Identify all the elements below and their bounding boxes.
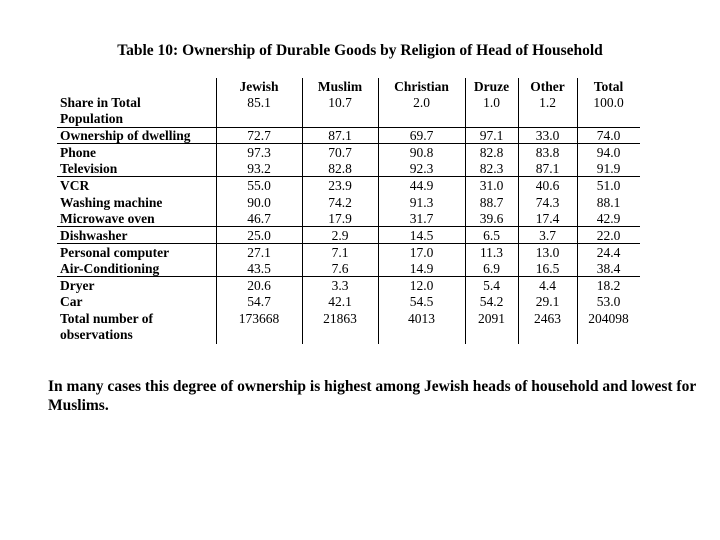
row-label: Ownership of dwelling bbox=[60, 128, 191, 143]
table-cell: 100.0 bbox=[593, 95, 624, 110]
row-label: Phone bbox=[60, 145, 97, 160]
table-cell: 90.0 bbox=[247, 195, 271, 210]
table-row bbox=[57, 277, 640, 294]
column-header: Other bbox=[530, 79, 565, 94]
table-cell: 1.0 bbox=[483, 95, 500, 110]
column-header: Druze bbox=[473, 79, 510, 94]
table-cell: 4013 bbox=[408, 311, 435, 326]
row-divider bbox=[57, 243, 640, 244]
table-cell: 3.3 bbox=[331, 278, 349, 293]
table-row bbox=[57, 127, 640, 144]
row-label: Air-Conditioning bbox=[60, 261, 160, 276]
table-cell: 93.2 bbox=[247, 161, 271, 176]
table-cell: 54.7 bbox=[247, 294, 271, 309]
row-label: observations bbox=[60, 327, 133, 342]
table-cell: 17.0 bbox=[409, 245, 434, 260]
table-cell: 23.9 bbox=[328, 178, 352, 193]
table-cell: 82.8 bbox=[328, 161, 352, 176]
table-cell: 13.0 bbox=[535, 245, 560, 260]
table-cell: 2.9 bbox=[331, 228, 349, 243]
table-cell: 2.0 bbox=[413, 95, 430, 110]
table-cell: 55.0 bbox=[247, 178, 271, 193]
row-label: Washing machine bbox=[60, 195, 163, 210]
table-cell: 53.0 bbox=[596, 294, 621, 309]
table-row bbox=[57, 244, 640, 261]
table-row bbox=[57, 293, 640, 310]
table-cell: 72.7 bbox=[247, 128, 271, 143]
table-cell: 51.0 bbox=[596, 178, 621, 193]
table-cell: 42.1 bbox=[328, 294, 352, 309]
table-cell: 31.0 bbox=[479, 178, 504, 193]
table-row bbox=[57, 144, 640, 161]
table-cell: 22.0 bbox=[596, 228, 621, 243]
table-cell: 88.1 bbox=[596, 195, 621, 210]
table-cell: 39.6 bbox=[479, 211, 504, 226]
table-cell: 27.1 bbox=[247, 245, 271, 260]
table-cell: 5.4 bbox=[483, 278, 500, 293]
table-cell: 11.3 bbox=[479, 245, 504, 260]
table-cell: 46.7 bbox=[247, 211, 271, 226]
column-header: Jewish bbox=[239, 79, 279, 94]
table-row bbox=[57, 94, 640, 126]
table-cell: 44.9 bbox=[409, 178, 434, 193]
row-divider bbox=[57, 176, 640, 177]
table-cell: 74.2 bbox=[328, 195, 352, 210]
table-cell: 17.4 bbox=[535, 211, 560, 226]
table-cell: 91.3 bbox=[409, 195, 434, 210]
table-cell: 14.5 bbox=[409, 228, 434, 243]
ownership-table bbox=[57, 78, 640, 344]
table-cell: 17.9 bbox=[328, 211, 352, 226]
table-cell: 40.6 bbox=[535, 178, 560, 193]
table-cell: 91.9 bbox=[596, 161, 621, 176]
table-title: Table 10: Ownership of Durable Goods by Religion of Head of Household bbox=[117, 42, 603, 59]
table-cell: 7.1 bbox=[331, 245, 349, 260]
table-cell: 4.4 bbox=[539, 278, 556, 293]
column-header: Christian bbox=[394, 79, 449, 94]
table-cell: 82.8 bbox=[479, 145, 504, 160]
table-cell: 42.9 bbox=[596, 211, 621, 226]
table-row bbox=[57, 160, 640, 177]
column-header: Muslim bbox=[317, 79, 363, 94]
table-cell: 74.0 bbox=[596, 128, 621, 143]
table-cell: 54.5 bbox=[409, 294, 434, 309]
table-cell: 70.7 bbox=[328, 145, 352, 160]
table-cell: 43.5 bbox=[247, 261, 271, 276]
column-header: Total bbox=[593, 79, 624, 94]
table-row bbox=[57, 210, 640, 227]
table-cell: 31.7 bbox=[409, 211, 434, 226]
table-cell: 14.9 bbox=[409, 261, 434, 276]
row-divider bbox=[57, 226, 640, 227]
header-row bbox=[57, 78, 640, 95]
table-cell: 1.2 bbox=[539, 95, 556, 110]
row-label: VCR bbox=[60, 178, 90, 193]
table-cell: 74.3 bbox=[535, 195, 560, 210]
table-cell: 12.0 bbox=[409, 278, 434, 293]
row-divider bbox=[57, 127, 640, 128]
table-cell: 92.3 bbox=[409, 161, 434, 176]
table-cell: 21863 bbox=[323, 311, 357, 326]
table-cell: 54.2 bbox=[479, 294, 504, 309]
row-label: Total number of bbox=[60, 311, 154, 326]
row-label: Population bbox=[60, 111, 124, 126]
table-cell: 88.7 bbox=[479, 195, 504, 210]
table-cell: 97.1 bbox=[479, 128, 504, 143]
table-cell: 90.8 bbox=[409, 145, 434, 160]
table-cell: 3.7 bbox=[539, 228, 556, 243]
row-label: Dryer bbox=[60, 278, 95, 293]
table-cell: 6.5 bbox=[483, 228, 500, 243]
table-row bbox=[57, 260, 640, 277]
table-cell: 29.1 bbox=[535, 294, 560, 309]
row-label: Personal computer bbox=[60, 245, 170, 260]
table-cell: 94.0 bbox=[596, 145, 621, 160]
table-cell: 38.4 bbox=[596, 261, 621, 276]
caption-note: In many cases this degree of ownership is highest among Jewish heads of household and lowest for Muslims. bbox=[48, 378, 696, 414]
table-cell: 10.7 bbox=[328, 95, 352, 110]
table-cell: 7.6 bbox=[331, 261, 349, 276]
table-cell: 204098 bbox=[588, 311, 629, 326]
row-divider bbox=[57, 143, 640, 144]
table-cell: 25.0 bbox=[247, 228, 271, 243]
table-cell: 97.3 bbox=[247, 145, 271, 160]
table-cell: 83.8 bbox=[535, 145, 560, 160]
table-cell: 2091 bbox=[478, 311, 505, 326]
row-label: Dishwasher bbox=[60, 228, 128, 243]
table-cell: 2463 bbox=[534, 311, 561, 326]
row-label: Television bbox=[60, 161, 118, 176]
table-cell: 20.6 bbox=[247, 278, 271, 293]
table-cell: 24.4 bbox=[596, 245, 621, 260]
table-cell: 85.1 bbox=[247, 95, 271, 110]
table-cell: 173668 bbox=[238, 311, 280, 326]
table-cell: 6.9 bbox=[483, 261, 500, 276]
row-label: Microwave oven bbox=[60, 211, 155, 226]
table-cell: 18.2 bbox=[596, 278, 621, 293]
table-cell: 69.7 bbox=[409, 128, 434, 143]
row-label: Car bbox=[60, 294, 83, 309]
table-row bbox=[57, 310, 640, 342]
table-cell: 87.1 bbox=[535, 161, 560, 176]
table-cell: 87.1 bbox=[328, 128, 352, 143]
table-row bbox=[57, 194, 640, 211]
table-cell: 16.5 bbox=[535, 261, 560, 276]
table-row bbox=[57, 177, 640, 194]
table-cell: 82.3 bbox=[479, 161, 504, 176]
table-row bbox=[57, 227, 640, 244]
table-cell: 33.0 bbox=[535, 128, 560, 143]
row-label: Share in Total bbox=[60, 95, 141, 110]
row-divider bbox=[57, 276, 640, 277]
